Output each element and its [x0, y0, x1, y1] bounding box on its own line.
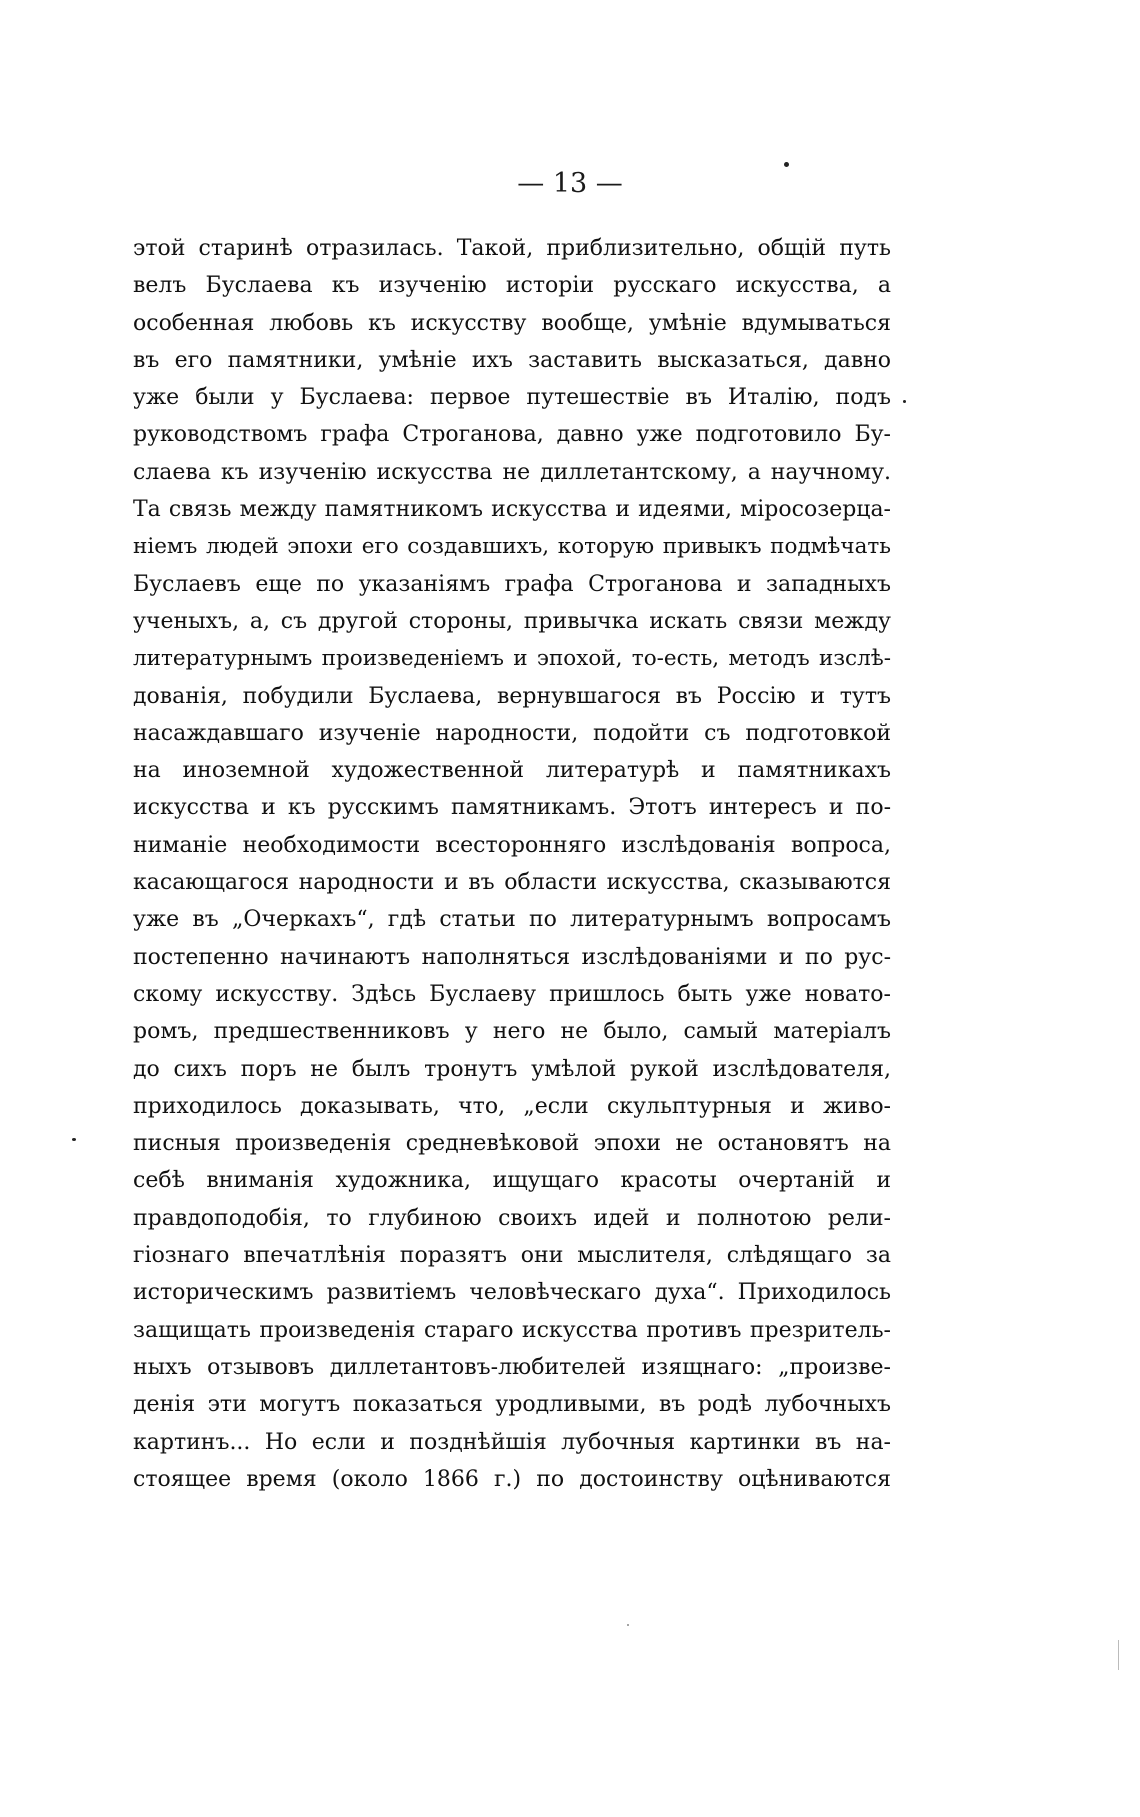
page-number: — 13 —	[517, 168, 623, 199]
text-line: ниманіе необходимости всесторонняго изслѣдованія вопроса,	[133, 832, 891, 858]
text-line: приходилось доказывать, что, „если скульптурныя и живо-	[133, 1093, 891, 1119]
text-line: писныя произведенія средневѣковой эпохи не остановятъ на	[133, 1131, 891, 1157]
text-line: постепенно начинаютъ наполняться изслѣдованіями и по рус-	[133, 944, 891, 970]
text-line: историческимъ развитіемъ человѣческаго духа“. Приходилось	[133, 1280, 891, 1306]
text-line: защищать произведенія стараго искусства противъ презритель-	[133, 1317, 891, 1343]
text-line: литературнымъ произведеніемъ и эпохой, то-есть, методъ изслѣ-	[133, 646, 891, 672]
text-line: особенная любовь къ искусству вообще, умѣніе вдумываться	[133, 310, 891, 336]
text-line: касающагося народности и въ области искусства, сказываются	[133, 870, 891, 896]
text-line: Та связь между памятникомъ искусства и идеями, міросозерца-	[133, 497, 891, 523]
text-line: до сихъ поръ не былъ тронутъ умѣлой рукой изслѣдователя,	[133, 1056, 891, 1082]
text-line: уже въ „Очеркахъ“, гдѣ статьи по литературнымъ вопросамъ	[133, 907, 891, 933]
text-line: уже были у Буслаева: первое путешествіе въ Италію, подъ	[133, 385, 891, 411]
text-line: на иноземной художественной литературѣ и памятникахъ	[133, 758, 891, 784]
text-line: правдоподобія, то глубиною своихъ идей и полнотою рели-	[133, 1205, 891, 1231]
text-line: ученыхъ, а, съ другой стороны, привычка искать связи между	[133, 608, 891, 634]
text-line: слаева къ изученію искусства не диллетантскому, а научному.	[133, 459, 891, 485]
text-line: Буслаевъ еще по указаніямъ графа Строганова и западныхъ	[133, 571, 891, 597]
text-line: въ его памятники, умѣніе ихъ заставить высказаться, давно	[133, 347, 891, 373]
text-line: руководствомъ графа Строганова, давно уже подготовило Бу-	[133, 422, 891, 448]
ink-speck	[72, 1138, 76, 1141]
text-line: скому искусству. Здѣсь Буслаеву пришлось быть уже новато-	[133, 981, 891, 1007]
text-line: ромъ, предшественниковъ у него не было, самый матеріалъ	[133, 1019, 891, 1045]
text-line: стоящее время (около 1866 г.) по достоинству оцѣниваются	[133, 1466, 891, 1492]
text-line: гіознаго впечатлѣнія поразятъ они мыслителя, слѣдящаго за	[133, 1243, 891, 1269]
text-line: этой старинѣ отразилась. Такой, приблизительно, общій путь	[133, 236, 891, 261]
text-line: себѣ вниманія художника, ищущаго красоты очертаній и	[133, 1168, 891, 1194]
text-line: искусства и къ русскимъ памятникамъ. Этотъ интересъ и по-	[133, 795, 891, 821]
text-line: картинъ... Но если и позднѣйшія лубочныя картинки въ на-	[133, 1429, 891, 1455]
text-line: велъ Буслаева къ изученію исторіи русскаго искусства, а	[133, 273, 891, 299]
text-line: ніемъ людей эпохи его создавшихъ, которую привыкъ подмѣчать	[133, 534, 891, 560]
scan-edge-mark	[1118, 1640, 1119, 1670]
text-line: дованія, побудили Буслаева, вернувшагося въ Россію и тутъ	[133, 683, 891, 709]
text-line: ныхъ отзывовъ диллетантовъ-любителей изящнаго: „произве-	[133, 1354, 891, 1380]
text-line: насаждавшаго изученіе народности, подойти съ подготовкой	[133, 720, 891, 746]
ink-speck	[627, 1624, 629, 1626]
text-line: денія эти могутъ показаться уродливыми, въ родѣ лубочныхъ	[133, 1392, 891, 1418]
ink-speck	[903, 400, 906, 403]
ink-speck	[784, 162, 789, 167]
body-text	[133, 230, 891, 1498]
